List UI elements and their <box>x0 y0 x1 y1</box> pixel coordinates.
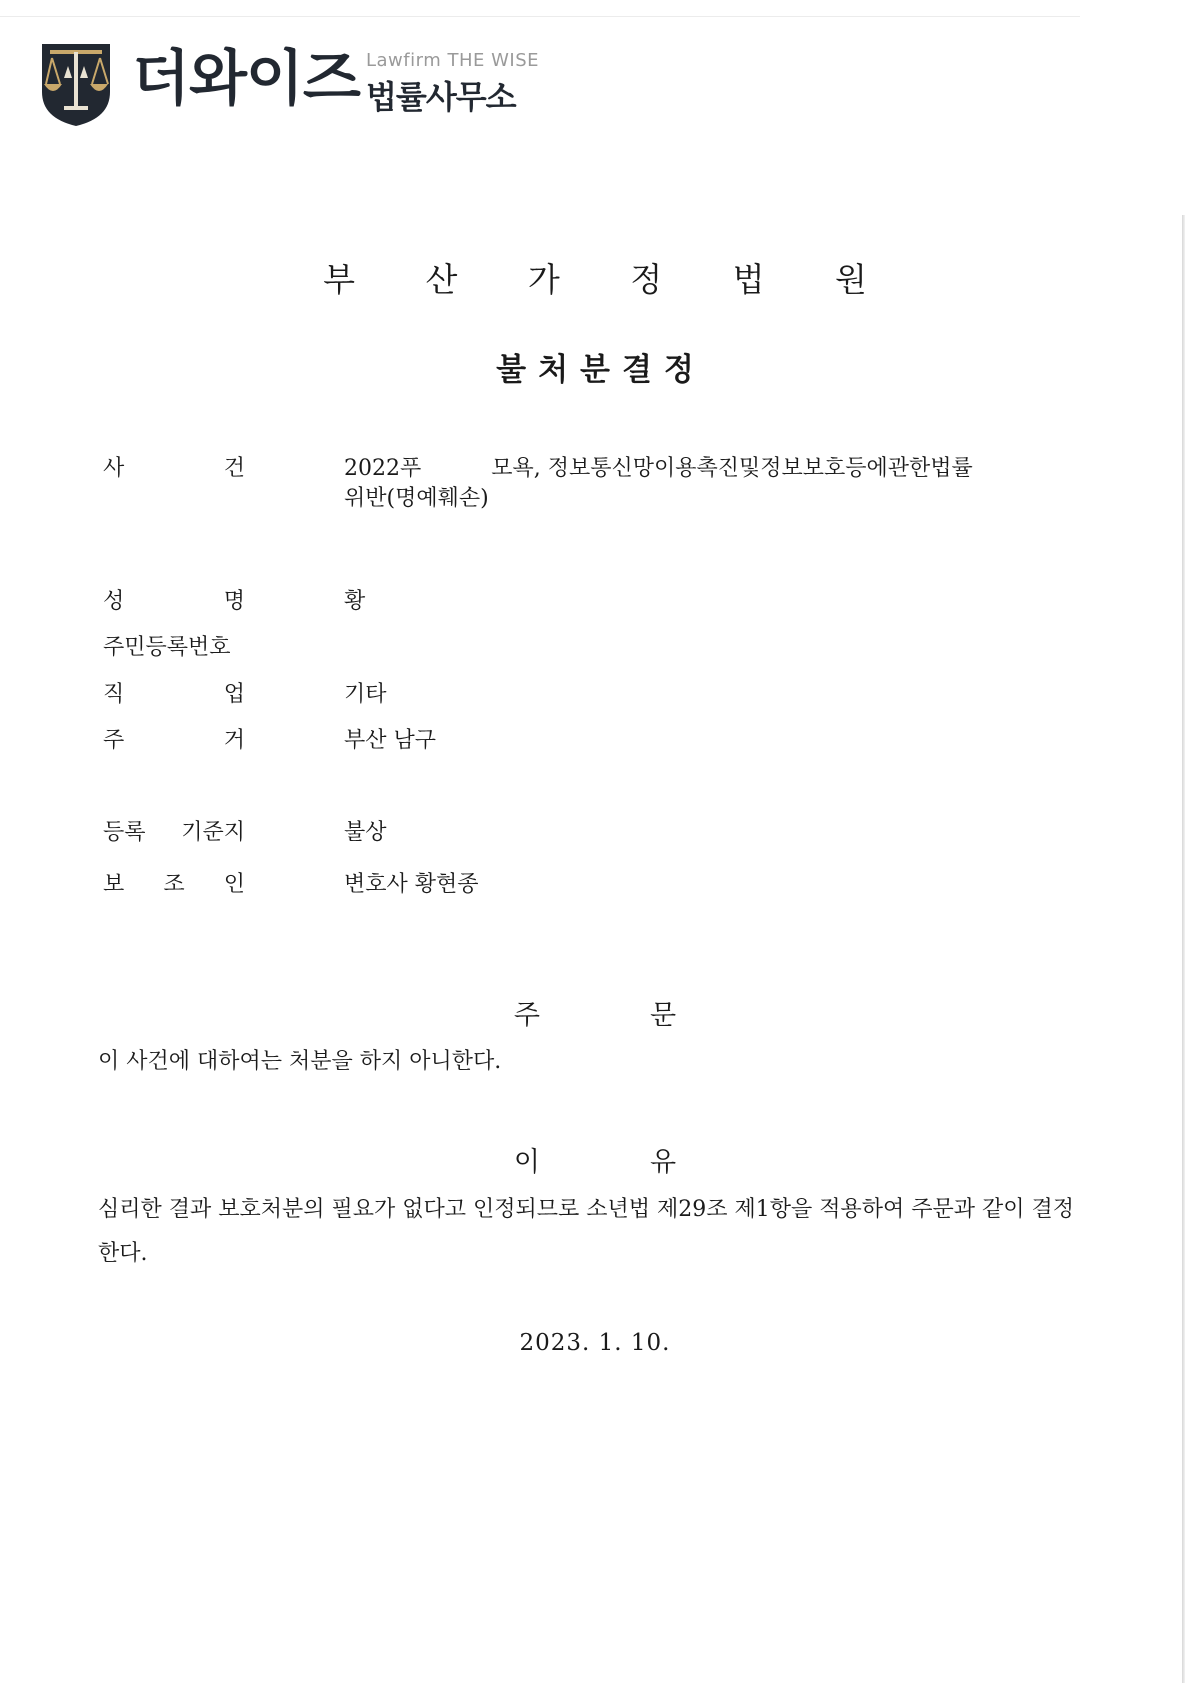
registry-label: 등록 기준지 <box>103 820 245 845</box>
name-value: 황 <box>344 589 366 614</box>
reason-text: 심리한 결과 보호처분의 필요가 없다고 인정되므로 소년법 제29조 제1항을 적용하여 주문과 같이 결정한다. <box>98 1197 1074 1266</box>
case-name-line2: 위반(명예훼손) <box>344 486 489 511</box>
scan-top-edge <box>0 16 1080 17</box>
registry-value: 불상 <box>344 820 387 845</box>
order-text: 이 사건에 대하여는 처분을 하지 아니한다. <box>98 1049 502 1074</box>
resident-number-label: 주민등록번호 <box>103 635 231 660</box>
assistant-label: 보 조 인 <box>103 872 245 897</box>
case-number: 2022푸 <box>344 456 422 481</box>
occupation-label: 직 업 <box>103 682 245 707</box>
case-name-line1: 모욕, 정보통신망이용촉진및정보보호등에관한법률 <box>491 456 973 481</box>
logo-brand-name: 더와이즈 <box>132 44 360 114</box>
court-name: 부 산 가 정 법 원 <box>323 260 897 299</box>
case-label: 사 건 <box>103 456 245 481</box>
reason-heading: 이 유 <box>513 1147 677 1178</box>
address-label: 주 거 <box>103 728 245 753</box>
assistant-value: 변호사 황현종 <box>344 872 479 897</box>
logo-subtitle-en: Lawfirm THE WISE <box>366 50 539 71</box>
scan-right-edge <box>1182 215 1185 1683</box>
logo-subtitle-ko: 법률사무소 <box>366 78 516 116</box>
scales-of-justice-icon <box>36 38 116 128</box>
order-heading: 주 문 <box>513 1000 677 1031</box>
occupation-value: 기타 <box>344 682 387 707</box>
name-label: 성 명 <box>103 589 245 614</box>
decision-date: 2023. 1. 10. <box>519 1330 671 1356</box>
address-value: 부산 남구 <box>344 728 437 753</box>
decision-title: 불처분결정 <box>496 352 706 388</box>
case-value <box>344 454 973 484</box>
